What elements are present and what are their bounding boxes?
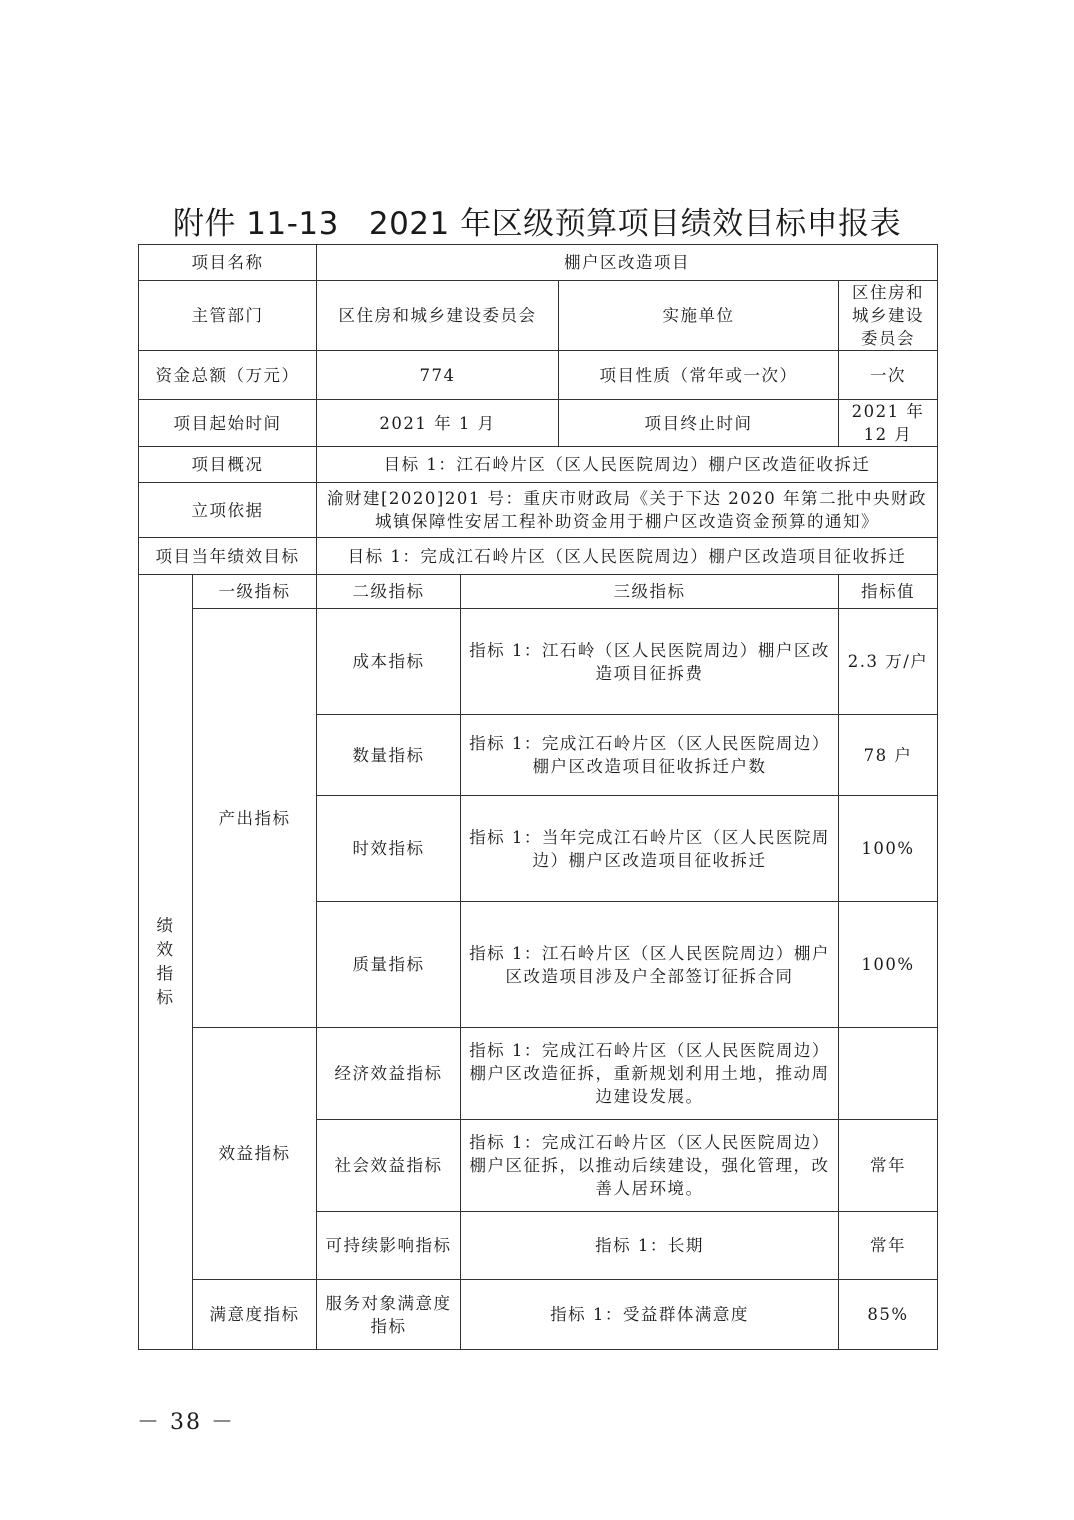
indicators-section-text: 绩效指标 (156, 916, 175, 1007)
output-value-timeliness: 100% (839, 796, 938, 902)
benefit-value-sustainable: 常年 (839, 1212, 938, 1280)
page-title (0, 198, 1074, 243)
row-indicator-headers (139, 575, 938, 609)
output-value-quantity: 78 户 (839, 715, 938, 796)
title-prefix: 附件 11-13 (172, 206, 339, 242)
performance-target-table (138, 244, 938, 1350)
output-indicator-label: 产出指标 (193, 609, 317, 1028)
header-value: 指标值 (839, 575, 938, 609)
satisfaction-level3: 指标 1：受益群体满意度 (461, 1280, 839, 1350)
row-department (139, 281, 938, 351)
fund-label: 资金总额（万元） (139, 351, 317, 400)
end-value: 2021 年 12 月 (839, 400, 938, 447)
fund-value: 774 (317, 351, 559, 400)
start-label: 项目起始时间 (139, 400, 317, 447)
benefit-indicator-label: 效益指标 (193, 1028, 317, 1280)
row-funding (139, 351, 938, 400)
benefit-level2-economic: 经济效益指标 (317, 1028, 461, 1120)
nature-label: 项目性质（常年或一次） (559, 351, 839, 400)
indicators-section-label (139, 575, 193, 1350)
output-level2-cost: 成本指标 (317, 609, 461, 715)
benefit-level2-sustainable: 可持续影响指标 (317, 1212, 461, 1280)
overview-value: 目标 1：江石岭片区（区人民医院周边）棚户区改造征收拆迁 (317, 447, 938, 483)
nature-value: 一次 (839, 351, 938, 400)
table-row (139, 1028, 938, 1120)
output-level2-timeliness: 时效指标 (317, 796, 461, 902)
output-level3-quality: 指标 1：江石岭片区（区人民医院周边）棚户区改造项目涉及户全部签订征拆合同 (461, 902, 839, 1028)
benefit-level3-social: 指标 1：完成江石岭片区（区人民医院周边）棚户区征拆，以推动后续建设，强化管理，改善人居环境。 (461, 1120, 839, 1212)
row-basis (139, 483, 938, 538)
end-label: 项目终止时间 (559, 400, 839, 447)
row-project-name (139, 245, 938, 281)
start-value: 2021 年 1 月 (317, 400, 559, 447)
output-level3-quantity: 指标 1：完成江石岭片区（区人民医院周边）棚户区改造项目征收拆迁户数 (461, 715, 839, 796)
title-main: 2021 年区级预算项目绩效目标申报表 (368, 206, 902, 242)
row-overview (139, 447, 938, 483)
output-value-quality: 100% (839, 902, 938, 1028)
basis-label: 立项依据 (139, 483, 317, 538)
output-level3-cost: 指标 1：江石岭（区人民医院周边）棚户区改造项目征拆费 (461, 609, 839, 715)
row-annual-goal (139, 538, 938, 575)
benefit-level3-economic: 指标 1：完成江石岭片区（区人民医院周边）棚户区改造征拆，重新规划利用土地，推动周边建设发展。 (461, 1028, 839, 1120)
goal-label: 项目当年绩效目标 (139, 538, 317, 575)
header-level1: 一级指标 (193, 575, 317, 609)
header-level2: 二级指标 (317, 575, 461, 609)
satisfaction-value: 85% (839, 1280, 938, 1350)
goal-value: 目标 1：完成江石岭片区（区人民医院周边）棚户区改造项目征收拆迁 (317, 538, 938, 575)
project-name-label: 项目名称 (139, 245, 317, 281)
benefit-value-economic (839, 1028, 938, 1120)
output-level2-quantity: 数量指标 (317, 715, 461, 796)
row-period (139, 400, 938, 447)
benefit-level3-sustainable: 指标 1：长期 (461, 1212, 839, 1280)
header-level3: 三级指标 (461, 575, 839, 609)
output-value-cost: 2.3 万/户 (839, 609, 938, 715)
satisfaction-indicator-label: 满意度指标 (193, 1280, 317, 1350)
page-number: － 38 － (137, 1410, 235, 1435)
project-name-value: 棚户区改造项目 (317, 245, 938, 281)
table-row (139, 609, 938, 715)
output-level3-timeliness: 指标 1：当年完成江石岭片区（区人民医院周边）棚户区改造项目征收拆迁 (461, 796, 839, 902)
basis-value: 渝财建[2020]201 号：重庆市财政局《关于下达 2020 年第二批中央财政城镇保障性安居工程补助资金用于棚户区改造资金预算的通知》 (317, 483, 938, 538)
overview-label: 项目概况 (139, 447, 317, 483)
impl-value: 区住房和城乡建设委员会 (839, 281, 938, 351)
dept-value: 区住房和城乡建设委员会 (317, 281, 559, 351)
output-level2-quality: 质量指标 (317, 902, 461, 1028)
benefit-level2-social: 社会效益指标 (317, 1120, 461, 1212)
impl-label: 实施单位 (559, 281, 839, 351)
table-row (139, 1280, 938, 1350)
dept-label: 主管部门 (139, 281, 317, 351)
satisfaction-level2: 服务对象满意度指标 (317, 1280, 461, 1350)
benefit-value-social: 常年 (839, 1120, 938, 1212)
